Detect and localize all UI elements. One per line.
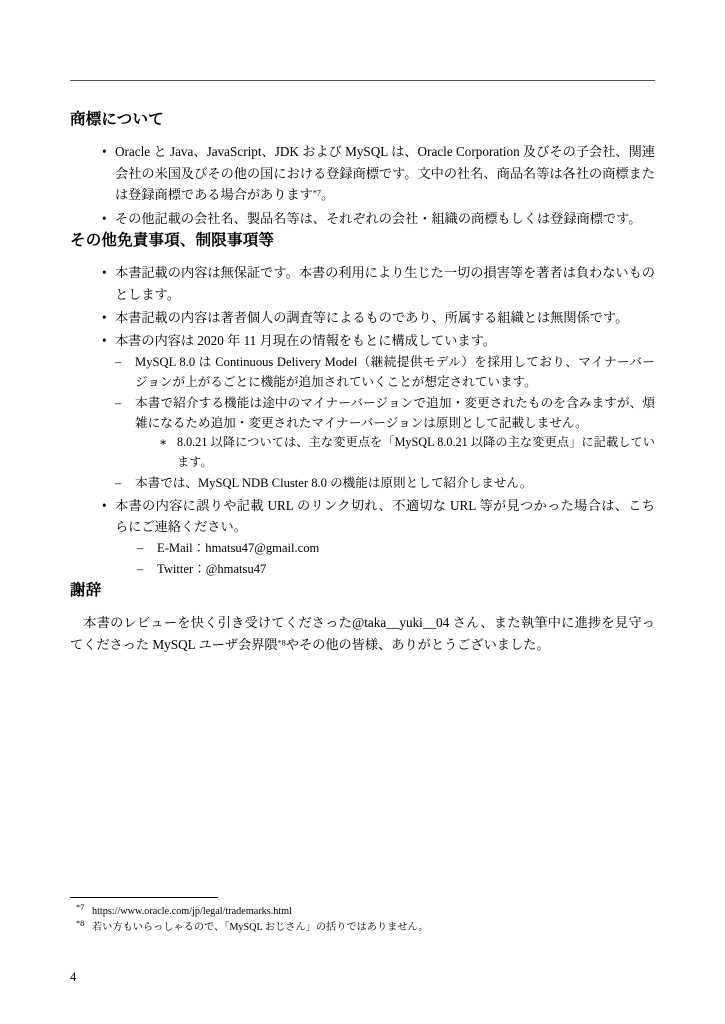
thanks-paragraph-text: 本書のレビューを快く引き受けてくださった@taka__yuki__04 さん、また執筆中に進捗を見守ってくださった MySQL ユーザ会界隈: [70, 615, 655, 653]
footnote-marker-label: *8: [76, 918, 85, 928]
bullet-icon: •: [102, 210, 107, 226]
sub-list-item: [115, 352, 655, 392]
contact-item-email: [137, 538, 655, 558]
list-item: [70, 208, 655, 229]
section-heading-disclaimer: その他免責事項、制限事項等: [70, 230, 275, 249]
section-heading-thanks: 謝辞: [70, 581, 102, 600]
list-item-text: Oracle と Java、JavaScript、JDK および MySQL は、Oracle Corporation 及びその子会社、関連会社の米国及びその他の国における登録商標です。文中の社名、商品名等は各社の商標または登録商標である場合があります: [115, 144, 655, 203]
list-item: [70, 141, 655, 205]
sub-list-item-text: 本書では、MySQL NDB Cluster 8.0 の機能は原則として紹介しません。: [135, 475, 533, 490]
contact-email-text[interactable]: E-Mail：hmatsu47@gmail.com: [157, 540, 320, 555]
list-item: [70, 307, 655, 328]
contact-item-twitter: [137, 559, 655, 579]
contact-twitter-text[interactable]: Twitter：@hmatsu47: [157, 561, 267, 576]
list-item-text: 本書の内容は 2020 年 11 月現在の情報をもとに構成しています。: [115, 333, 496, 349]
list-item-text: 本書記載の内容は著者個人の調査等によるものであり、所属する組織とは無関係です。: [115, 310, 629, 325]
thanks-paragraph-text-tail: やその他の皆様、ありがとうございました。: [285, 637, 550, 653]
bullet-icon: •: [102, 265, 107, 281]
bullet-icon: •: [102, 310, 107, 325]
dash-icon: –: [115, 396, 122, 411]
contact-list: [115, 538, 655, 579]
list-item: [70, 262, 655, 305]
sub-list-item-text: MySQL 8.0 は Continuous Delivery Model（継続提供モデル）を採用しており、マイナーバージョンが上がるごとに機能が追加されていくことが想定されています。: [135, 354, 655, 389]
dash-icon: –: [115, 475, 122, 490]
dash-icon: –: [137, 561, 144, 576]
trademark-list: [70, 141, 655, 229]
page-content: [70, 110, 655, 656]
asterisk-icon: ∗: [159, 435, 168, 450]
list-item-text-tail: 。: [320, 187, 335, 203]
footnote-marker[interactable]: *8: [277, 638, 286, 648]
bullet-icon: •: [102, 333, 107, 349]
list-item-text: 本書記載の内容は無保証です。本書の利用により生じた一切の損害等を著者は負わないものとします。: [115, 265, 655, 302]
footnote-item: [70, 920, 655, 936]
disclaimer-subsublist: [135, 433, 655, 472]
list-item-text: 本書の内容に誤りや記載 URL のリンク切れ、不適切な URL 等が見つかった場合は、こちらにご連絡ください。: [115, 497, 655, 535]
sub-sub-list-item-text: 8.0.21 以降については、主な変更点を「MySQL 8.0.21 以降の主な変更点」に記載しています。: [177, 435, 655, 469]
footnote-area: [70, 897, 655, 936]
footnote-marker[interactable]: *7: [312, 188, 321, 198]
page-number: 4: [70, 970, 77, 984]
dash-icon: –: [137, 540, 144, 555]
list-item-text: その他記載の会社名、製品名等は、それぞれの会社・組織の商標もしくは登録商標です。: [115, 210, 642, 226]
list-item: [70, 495, 655, 579]
sub-list-item: [115, 393, 655, 472]
section-heading-trademark: 商標について: [70, 110, 164, 128]
disclaimer-list: [70, 262, 655, 579]
footnote-text: 若い方もいらっしゃるので、「MySQL おじさん」の括りではありません。: [92, 921, 429, 933]
footnote-item: [70, 904, 655, 920]
page-header-rule: [70, 80, 655, 81]
sub-list-item-text: 本書で紹介する機能は途中のマイナーバージョンで追加・変更されたものを含みますが、煩雑になるため追加・変更されたマイナーバージョンは原則として記載しません。: [135, 396, 655, 431]
thanks-paragraph: [70, 612, 655, 655]
sub-list-item: [115, 473, 655, 493]
disclaimer-sublist: [115, 352, 655, 493]
footnote-marker-label: *7: [76, 903, 85, 912]
bullet-icon: •: [102, 497, 107, 513]
sub-sub-list-item: [157, 433, 655, 472]
dash-icon: –: [115, 354, 122, 369]
footnote-text[interactable]: https://www.oracle.com/jp/legal/trademarks.html: [92, 906, 292, 917]
bullet-icon: •: [102, 144, 107, 160]
footnote-rule: [70, 897, 218, 898]
list-item: [70, 330, 655, 493]
